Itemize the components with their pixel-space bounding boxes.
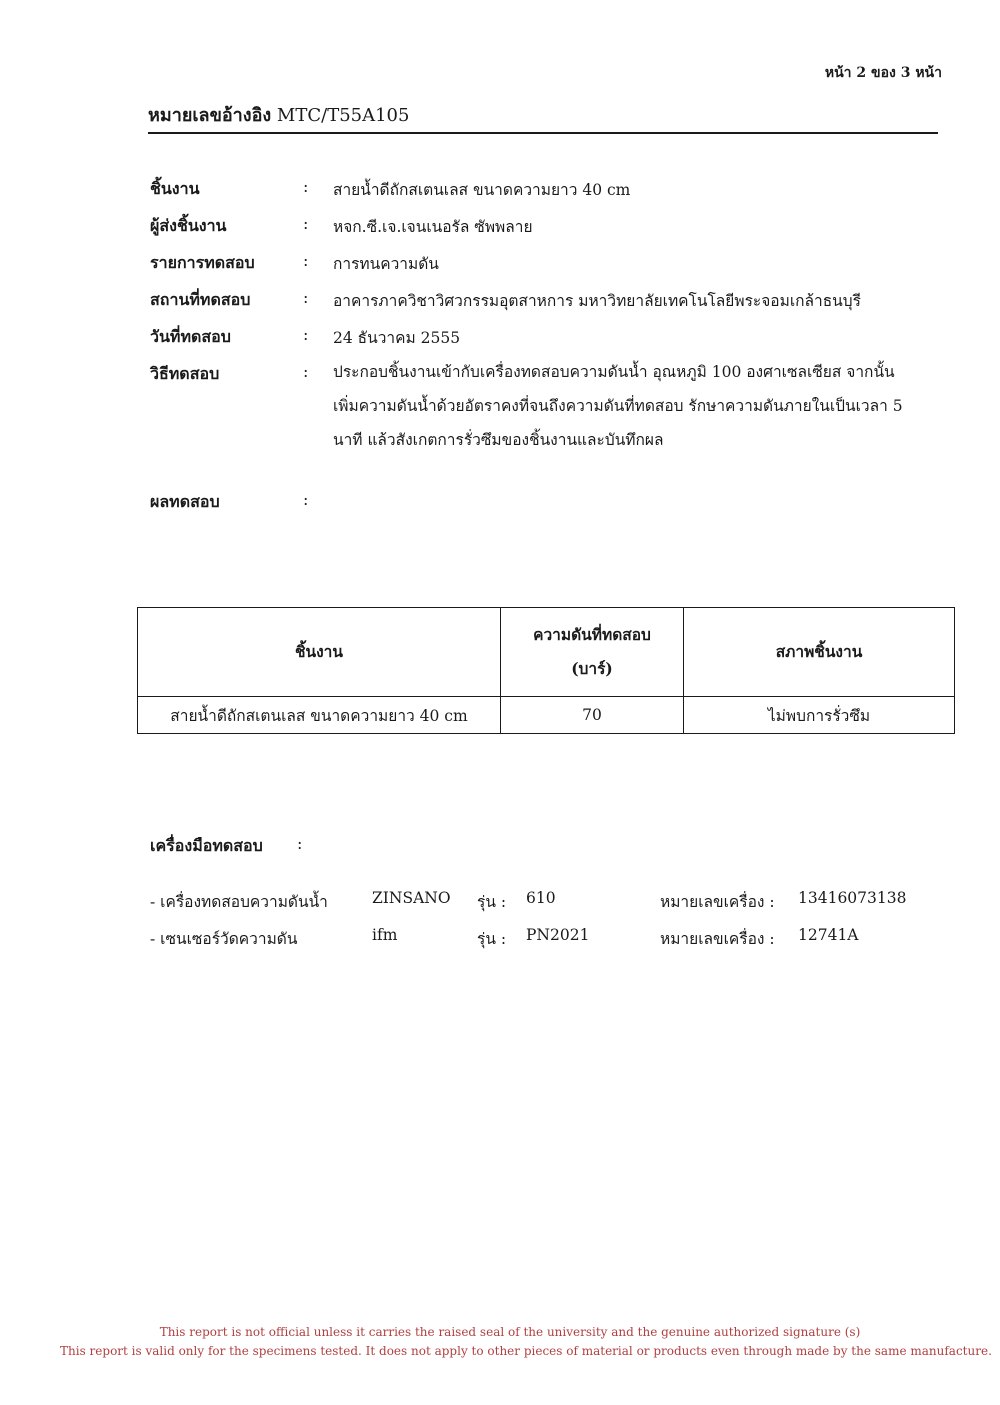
field-colon: : [303,251,309,270]
results-label: ผลทดสอบ [150,492,220,511]
instrument-brand: ifm [372,926,398,944]
results-table [137,607,955,734]
table-row [138,697,955,734]
field-value-specimen: สายน้ำดีถักสเตนเลส ขนาดความยาว 40 cm [333,181,631,199]
field-value-test-item: การทนความดัน [333,255,439,273]
reference-number [148,100,409,129]
instrument-name: - เซนเซอร์วัดความดัน [150,930,298,948]
cell-pressure: 70 [501,697,684,734]
field-value-sender: หจก.ซี.เจ.เจนเนอรัล ซัพพลาย [333,218,533,236]
field-value-test-location: อาคารภาควิชาวิศวกรรมอุตสาหการ มหาวิทยาลัยเทคโนโลยีพระจอมเกล้าธนบุรี [333,292,861,310]
reference-value: MTC/T55A105 [276,105,410,126]
field-colon: : [303,288,309,307]
field-label-test-location: สถานที่ทดสอบ [150,290,251,309]
field-colon: : [297,834,303,853]
reference-label: หมายเลขอ้างอิง [148,105,272,126]
footer-disclaimer-1: This report is not official unless it carries the raised seal of the university and the genuine authorized signature (s) [159,1325,861,1339]
field-value-test-date: 24 ธันวาคม 2555 [333,329,461,347]
instrument-model: PN2021 [526,926,590,944]
field-label-specimen: ชิ้นงาน [150,179,200,198]
footer-disclaimer-2: This report is valid only for the specimens tested. It does not apply to other pieces of material or products even through made by the same manufacture. [60,1344,992,1358]
method-line: ประกอบชิ้นงานเข้ากับเครื่องทดสอบความดันน้ำ อุณหภูมิ 100 องศาเซลเซียส จากนั้น [333,363,895,381]
column-header-specimen: ชิ้นงาน [138,608,501,697]
instrument-serial-label: หมายเลขเครื่อง : [660,930,775,948]
method-line: นาที แล้วสังเกตการรั่วซึมของชิ้นงานและบันทึกผล [333,431,664,449]
column-header-pressure-unit: (บาร์) [571,659,613,678]
column-header-pressure [501,608,684,697]
method-line: เพิ่มความดันน้ำด้วยอัตราคงที่จนถึงความดันที่ทดสอบ รักษาความดันภายในเป็นเวลา 5 [333,397,903,415]
field-colon: : [303,490,309,509]
field-colon: : [303,325,309,344]
instrument-serial: 13416073138 [798,889,907,907]
column-header-pressure-line: ความดันที่ทดสอบ [533,625,651,644]
field-label-sender: ผู้ส่งชิ้นงาน [150,216,227,235]
cell-specimen: สายน้ำดีถักสเตนเลส ขนาดความยาว 40 cm [138,697,501,734]
instrument-model-label: รุ่น : [477,930,507,948]
instrument-serial: 12741A [798,926,859,944]
instrument-name: - เครื่องทดสอบความดันน้ำ [150,893,328,911]
method-text [333,355,953,457]
field-colon: : [303,214,309,233]
field-label-test-item: รายการทดสอบ [150,253,255,272]
column-header-condition: สภาพชิ้นงาน [684,608,955,697]
field-colon: : [303,362,309,381]
field-colon: : [303,177,309,196]
instruments-label: เครื่องมือทดสอบ [150,836,263,855]
header-divider [148,132,938,134]
instrument-model: 610 [526,889,556,907]
field-label-method: วิธีทดสอบ [150,364,220,383]
instrument-serial-label: หมายเลขเครื่อง : [660,893,775,911]
instrument-model-label: รุ่น : [477,893,507,911]
instrument-brand: ZINSANO [372,889,451,907]
cell-condition: ไม่พบการรั่วซึม [684,697,955,734]
results-header-row [138,608,955,697]
field-label-test-date: วันที่ทดสอบ [150,327,231,346]
page-number: หน้า 2 ของ 3 หน้า [824,65,942,81]
